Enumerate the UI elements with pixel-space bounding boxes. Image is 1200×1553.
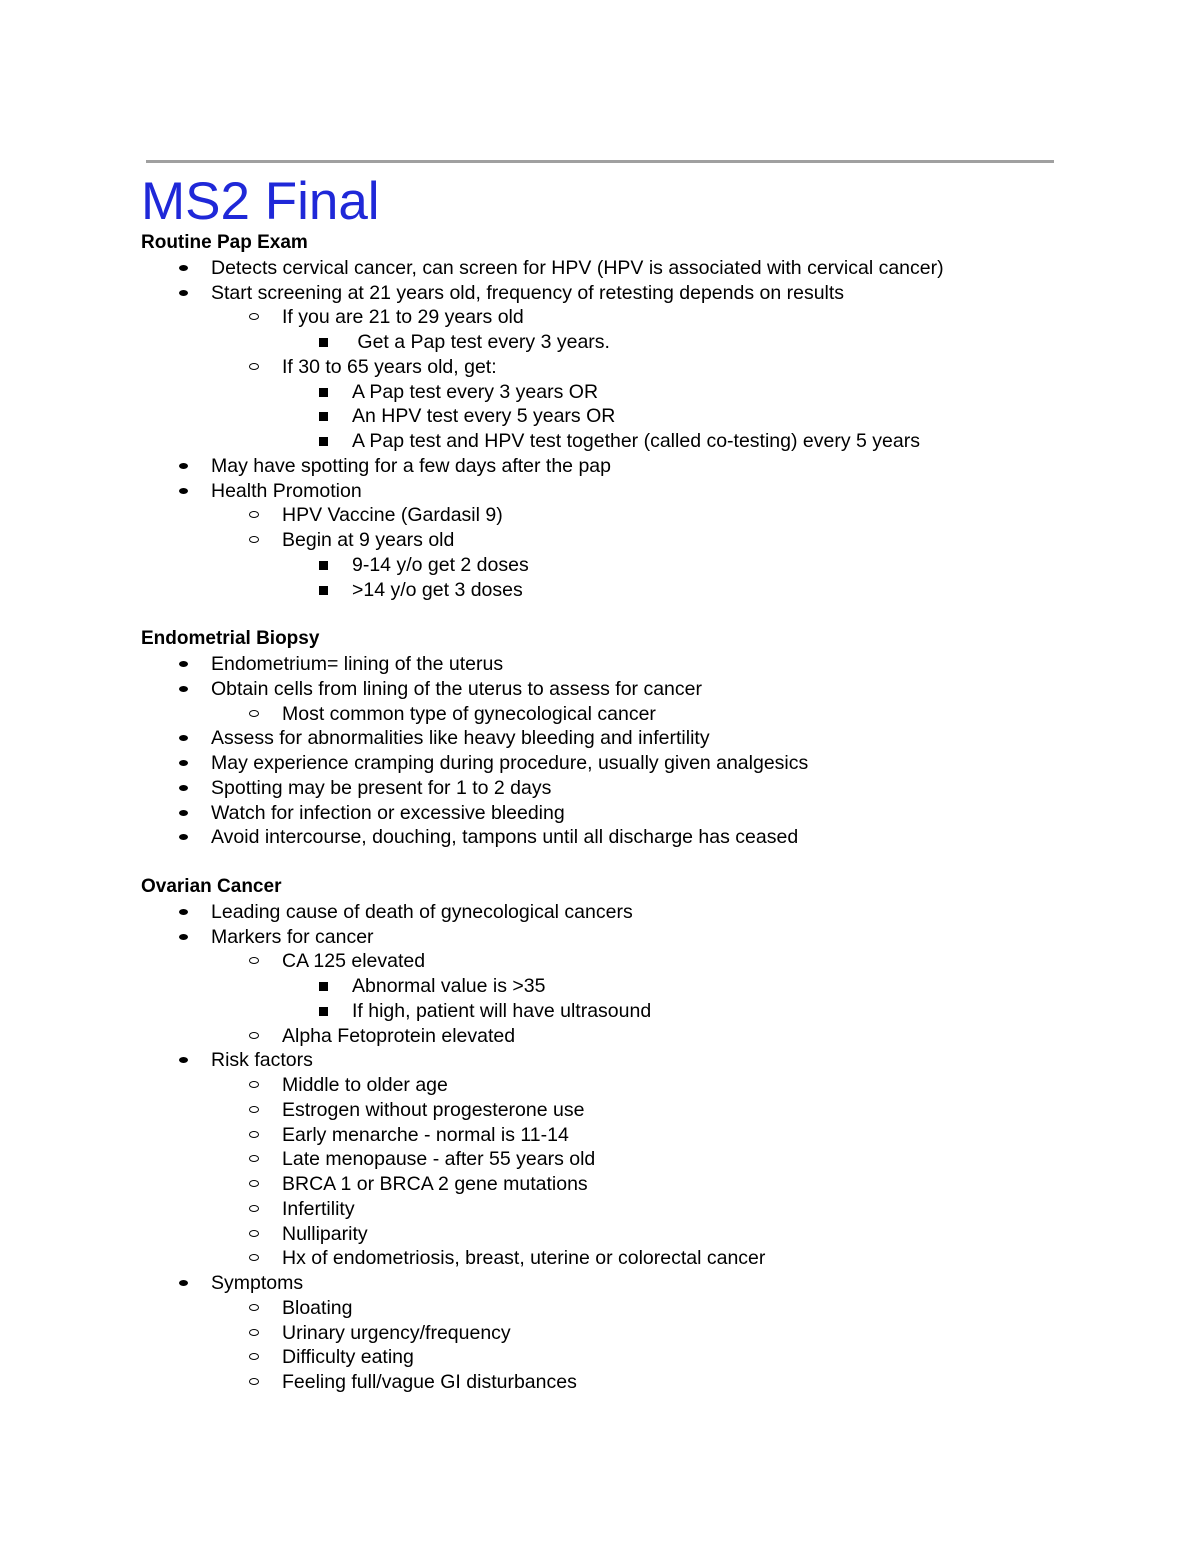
hollow-circle-bullet-icon: [247, 528, 261, 552]
list-item-text: May experience cramping during procedure, usually given analgesics: [211, 752, 809, 774]
square-bullet-icon: [317, 429, 331, 453]
list-item-text: Detects cervical cancer, can screen for HPV (HPV is associated with cervical cancer): [211, 256, 944, 279]
list-item-text: Leading cause of death of gynecological cancers: [211, 900, 633, 923]
list-item-text: Obtain cells from lining of the uterus to assess for cancer: [211, 677, 702, 700]
list-item-text: 9-14 y/o get 2 doses: [352, 553, 529, 576]
square-bullet-icon: [317, 578, 331, 602]
filled-circle-bullet-icon: [176, 726, 190, 750]
list-item-text: Most common type of gynecological cancer: [282, 702, 656, 725]
list-item-text: If 30 to 65 years old, get:: [282, 355, 497, 378]
list-item-text: Abnormal value is >35: [352, 975, 546, 997]
filled-circle-bullet-icon: [176, 652, 190, 676]
list-item-text: If high, patient will have ultrasound: [352, 999, 652, 1022]
horizontal-rule: [146, 160, 1054, 163]
list-item-text: A Pap test every 3 years OR: [352, 380, 599, 403]
hollow-circle-bullet-icon: [247, 1123, 261, 1147]
list-item-text: Infertility: [282, 1197, 355, 1220]
filled-circle-bullet-icon: [176, 256, 190, 280]
list-item-text: Feeling full/vague GI disturbances: [282, 1371, 577, 1393]
filled-circle-bullet-icon: [176, 801, 190, 825]
list-item-text: Markers for cancer: [211, 925, 374, 948]
list-item-text: HPV Vaccine (Gardasil 9): [282, 504, 503, 527]
list-item-text: Hx of endometriosis, breast, uterine or colorectal cancer: [282, 1247, 766, 1270]
hollow-circle-bullet-icon: [247, 1222, 261, 1246]
list-item-text: An HPV test every 5 years OR: [352, 405, 616, 428]
list-item-text: Health Promotion: [211, 479, 362, 502]
hollow-circle-bullet-icon: [247, 1296, 261, 1320]
filled-circle-bullet-icon: [176, 825, 190, 849]
hollow-circle-bullet-icon: [247, 1345, 261, 1369]
square-bullet-icon: [317, 974, 331, 998]
hollow-circle-bullet-icon: [247, 702, 261, 726]
list-item-text: Bloating: [282, 1296, 353, 1319]
filled-circle-bullet-icon: [176, 1048, 190, 1072]
section-heading: Routine Pap Exam: [141, 232, 308, 253]
hollow-circle-bullet-icon: [247, 305, 261, 329]
list-item-text: Urinary urgency/frequency: [282, 1321, 511, 1344]
list-item-text: Nulliparity: [282, 1222, 368, 1245]
document-title: MS2 Final: [141, 172, 380, 231]
filled-circle-bullet-icon: [176, 751, 190, 775]
hollow-circle-bullet-icon: [247, 1147, 261, 1171]
hollow-circle-bullet-icon: [247, 1024, 261, 1048]
hollow-circle-bullet-icon: [247, 503, 261, 527]
section-heading: Ovarian Cancer: [141, 876, 282, 897]
list-item-text: Begin at 9 years old: [282, 529, 455, 551]
hollow-circle-bullet-icon: [247, 1098, 261, 1122]
list-item-text: Early menarche - normal is 11-14: [282, 1123, 569, 1146]
hollow-circle-bullet-icon: [247, 949, 261, 973]
list-item-text: A Pap test and HPV test together (called co-testing) every 5 years: [352, 430, 920, 452]
list-item-text: CA 125 elevated: [282, 950, 426, 973]
list-item-text: Endometrium= lining of the uterus: [211, 653, 504, 675]
hollow-circle-bullet-icon: [247, 1246, 261, 1270]
square-bullet-icon: [317, 404, 331, 428]
list-item-text: Estrogen without progesterone use: [282, 1098, 585, 1121]
square-bullet-icon: [317, 380, 331, 404]
filled-circle-bullet-icon: [176, 281, 190, 305]
list-item-text: Assess for abnormalities like heavy bleeding and infertility: [211, 727, 710, 750]
hollow-circle-bullet-icon: [247, 1197, 261, 1221]
filled-circle-bullet-icon: [176, 925, 190, 949]
list-item-text: Risk factors: [211, 1049, 313, 1072]
list-item-text: If you are 21 to 29 years old: [282, 306, 524, 329]
hollow-circle-bullet-icon: [247, 1370, 261, 1394]
square-bullet-icon: [317, 553, 331, 577]
hollow-circle-bullet-icon: [247, 1073, 261, 1097]
filled-circle-bullet-icon: [176, 479, 190, 503]
filled-circle-bullet-icon: [176, 900, 190, 924]
list-item-text: BRCA 1 or BRCA 2 gene mutations: [282, 1173, 588, 1195]
list-item-text: Middle to older age: [282, 1074, 448, 1096]
filled-circle-bullet-icon: [176, 454, 190, 478]
square-bullet-icon: [317, 999, 331, 1023]
list-item-text: Symptoms: [211, 1272, 304, 1294]
list-item-text: May have spotting for a few days after the pap: [211, 454, 611, 477]
list-item-text: Watch for infection or excessive bleeding: [211, 801, 565, 824]
list-item-text: >14 y/o get 3 doses: [352, 578, 523, 601]
hollow-circle-bullet-icon: [247, 355, 261, 379]
square-bullet-icon: [317, 330, 331, 354]
filled-circle-bullet-icon: [176, 1271, 190, 1295]
hollow-circle-bullet-icon: [247, 1172, 261, 1196]
list-item-text: Avoid intercourse, douching, tampons until all discharge has ceased: [211, 826, 799, 849]
hollow-circle-bullet-icon: [247, 1321, 261, 1345]
section-heading: Endometrial Biopsy: [141, 628, 320, 650]
list-item-text: Spotting may be present for 1 to 2 days: [211, 776, 552, 799]
filled-circle-bullet-icon: [176, 776, 190, 800]
list-item-text: Alpha Fetoprotein elevated: [282, 1024, 516, 1047]
list-item-text: Difficulty eating: [282, 1346, 414, 1369]
list-item-text: Start screening at 21 years old, frequency of retesting depends on results: [211, 281, 845, 304]
list-item-text: Late menopause - after 55 years old: [282, 1148, 596, 1171]
filled-circle-bullet-icon: [176, 677, 190, 701]
list-item-text: Get a Pap test every 3 years.: [352, 331, 610, 353]
